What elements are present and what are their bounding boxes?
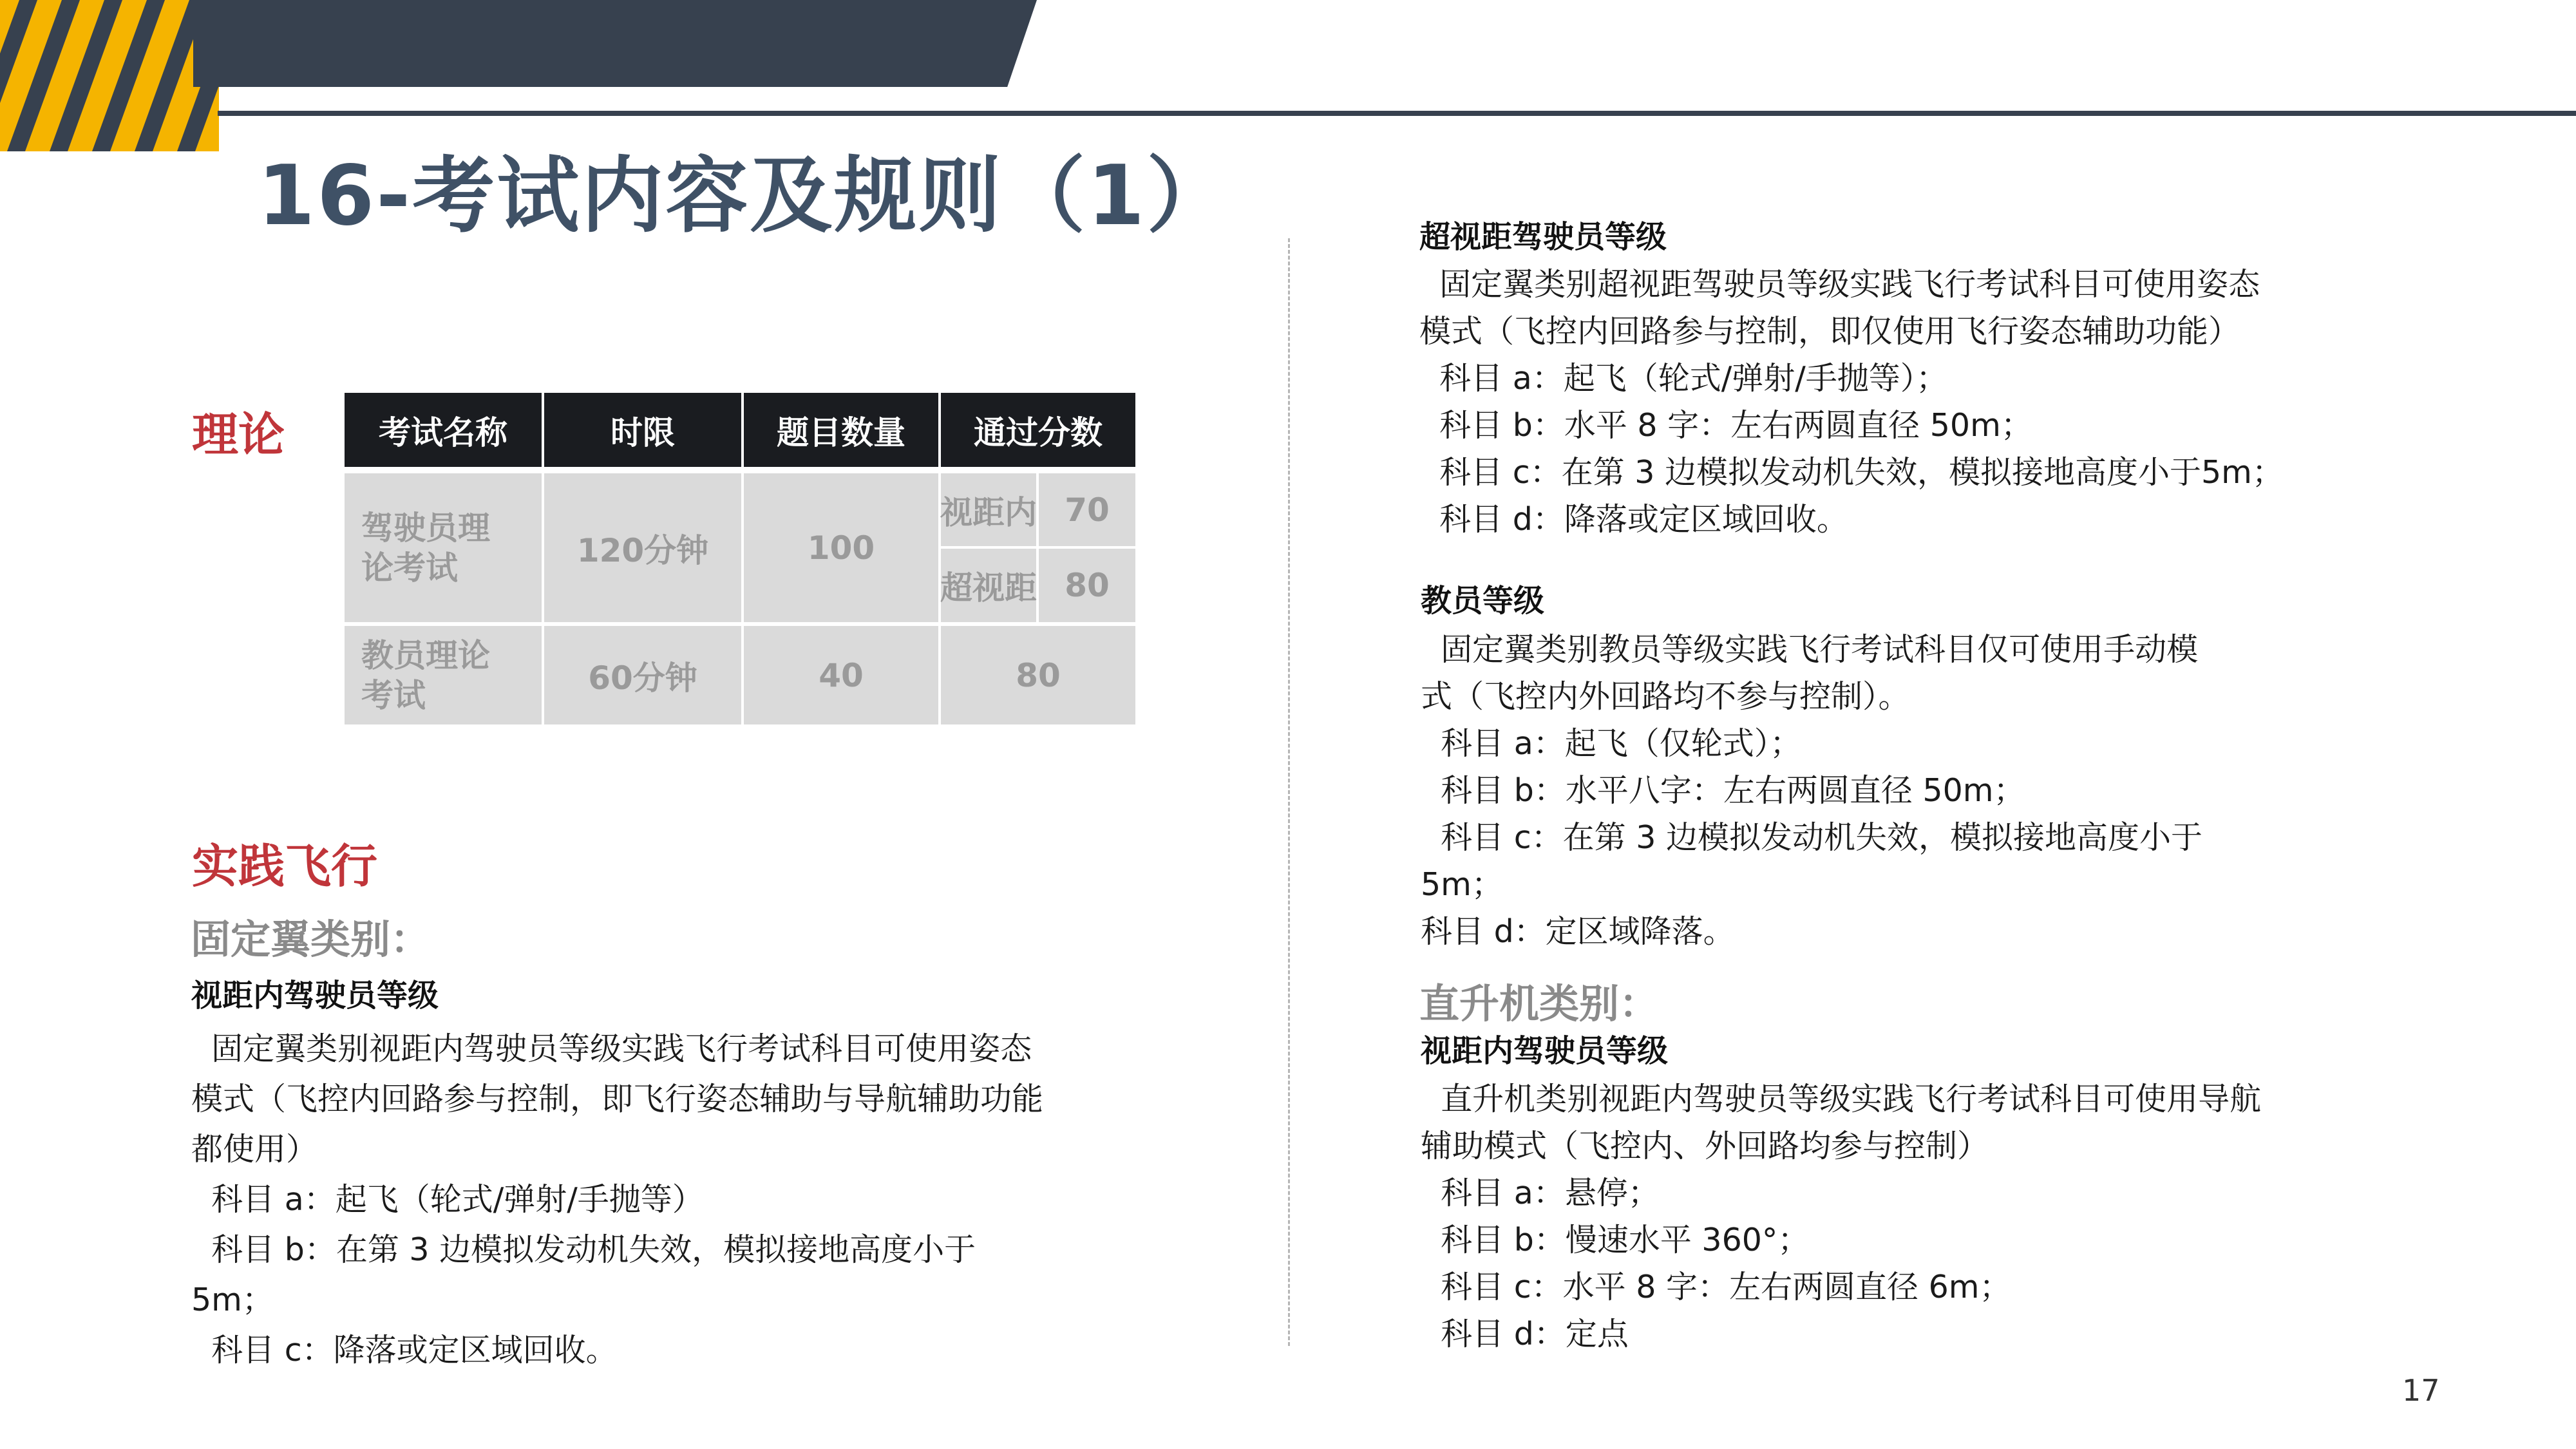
instructor-name-line-1: 教员理论: [361, 636, 490, 674]
page-title: 16-考试内容及规则（1）: [258, 148, 1231, 244]
heli-vlos-text: [1421, 1075, 2261, 1358]
fw-instructor-text: [1421, 626, 2202, 955]
exam-table: [345, 393, 1135, 724]
table-row-instructor-name: [345, 626, 542, 724]
fw-vlos-line-3: 都使用）: [191, 1131, 318, 1168]
fw-vlos-text: [191, 1024, 1043, 1376]
fw-bvlos-text: [1419, 261, 2284, 543]
yellow-stripes-decoration: [0, 0, 219, 151]
heli-vlos-title: 视距内驾驶员等级: [1421, 1033, 1669, 1069]
fw-instructor-line-6: 5m；: [1421, 866, 1503, 903]
fw-bvlos-line-6: 科目 d：降落或定区域回收。: [1419, 501, 1848, 538]
fw-instructor-line-4: 科目 b：水平八字：左右两圆直径 50m；: [1421, 772, 2025, 809]
fixed-wing-heading: 固定翼类别：: [191, 916, 431, 963]
pilot-name-line-1: 驾驶员理: [361, 509, 490, 547]
fw-vlos-line-5: 科目 b：在第 3 边模拟发动机失效，模拟接地高度小于: [191, 1231, 976, 1268]
heli-vlos-line-6: 科目 d：定点: [1421, 1316, 1629, 1352]
table-row-instructor-count: 40: [744, 626, 938, 724]
fw-bvlos-line-3: 科目 a：起飞（轮式/弹射/手抛等）；: [1419, 360, 1948, 397]
fw-instructor-line-7: 科目 d：定区域降落。: [1421, 913, 1735, 950]
table-header-time: 时限: [544, 393, 741, 467]
fw-instructor-line-1: 固定翼类别教员等级实践飞行考试科目仅可使用手动模: [1421, 631, 2199, 668]
pilot-name-line-2: 论考试: [361, 549, 458, 587]
fw-vlos-title: 视距内驾驶员等级: [191, 978, 439, 1014]
heli-vlos-line-5: 科目 c：水平 8 字：左右两圆直径 6m；: [1421, 1269, 2011, 1305]
header-bar: [193, 0, 1037, 87]
fw-instructor-line-3: 科目 a：起飞（仅轮式）；: [1421, 725, 1802, 762]
heli-vlos-line-4: 科目 b：慢速水平 360°；: [1421, 1222, 1810, 1258]
fw-vlos-line-2: 模式（飞控内回路参与控制，即飞行姿态辅助与导航辅助功能: [191, 1081, 1044, 1117]
table-header-score: 通过分数: [941, 393, 1135, 467]
instructor-name-line-2: 考试: [361, 676, 426, 714]
header-rule: [218, 111, 2576, 116]
fw-bvlos-line-4: 科目 b：水平 8 字：左右两圆直径 50m；: [1419, 407, 2032, 444]
table-row-pilot-name: [345, 473, 542, 622]
table-header-name: 考试名称: [345, 393, 542, 467]
fw-vlos-line-7: 科目 c：降落或定区域回收。: [191, 1332, 618, 1368]
practice-heading: 实践飞行: [192, 839, 378, 893]
table-sub-vlos-score: 70: [1039, 473, 1135, 546]
fw-instructor-title: 教员等级: [1421, 583, 1545, 619]
theory-heading: 理论: [192, 408, 285, 462]
page-number: 17: [2402, 1373, 2440, 1408]
table-sub-bvlos-score: 80: [1039, 549, 1135, 622]
fw-bvlos-line-5: 科目 c：在第 3 边模拟发动机失效，模拟接地高度小于5m；: [1419, 454, 2284, 491]
fw-instructor-line-2: 式（飞控内外回路均不参与控制）。: [1421, 678, 1910, 715]
table-sub-bvlos-label: 超视距: [941, 549, 1036, 622]
heli-vlos-line-1: 直升机类别视距内驾驶员等级实践飞行考试科目可使用导航: [1421, 1081, 2262, 1117]
fw-vlos-line-4: 科目 a：起飞（轮式/弹射/手抛等）: [191, 1181, 704, 1218]
heli-vlos-line-2: 辅助模式（飞控内、外回路均参与控制）: [1421, 1128, 1989, 1164]
fw-bvlos-title: 超视距驾驶员等级: [1419, 219, 1667, 255]
fw-instructor-line-5: 科目 c：在第 3 边模拟发动机失效，模拟接地高度小于: [1421, 819, 2202, 856]
table-row-pilot-time: 120分钟: [544, 473, 741, 622]
fw-vlos-line-6: 5m；: [191, 1282, 274, 1318]
table-row-pilot-count: 100: [744, 473, 938, 622]
fw-bvlos-line-1: 固定翼类别超视距驾驶员等级实践飞行考试科目可使用姿态: [1419, 266, 2260, 303]
helicopter-heading: 直升机类别：: [1419, 980, 1660, 1027]
table-row-instructor-time: 60分钟: [544, 626, 741, 724]
fw-bvlos-line-2: 模式（飞控内回路参与控制，即仅使用飞行姿态辅助功能）: [1419, 313, 2240, 350]
heli-vlos-line-3: 科目 a：悬停；: [1421, 1175, 1660, 1211]
table-sub-vlos-label: 视距内: [941, 473, 1036, 546]
table-row-instructor-score: 80: [941, 626, 1135, 724]
fw-vlos-line-1: 固定翼类别视距内驾驶员等级实践飞行考试科目可使用姿态: [191, 1030, 1032, 1067]
column-divider: [1288, 238, 1290, 1346]
table-header-count: 题目数量: [744, 393, 938, 467]
